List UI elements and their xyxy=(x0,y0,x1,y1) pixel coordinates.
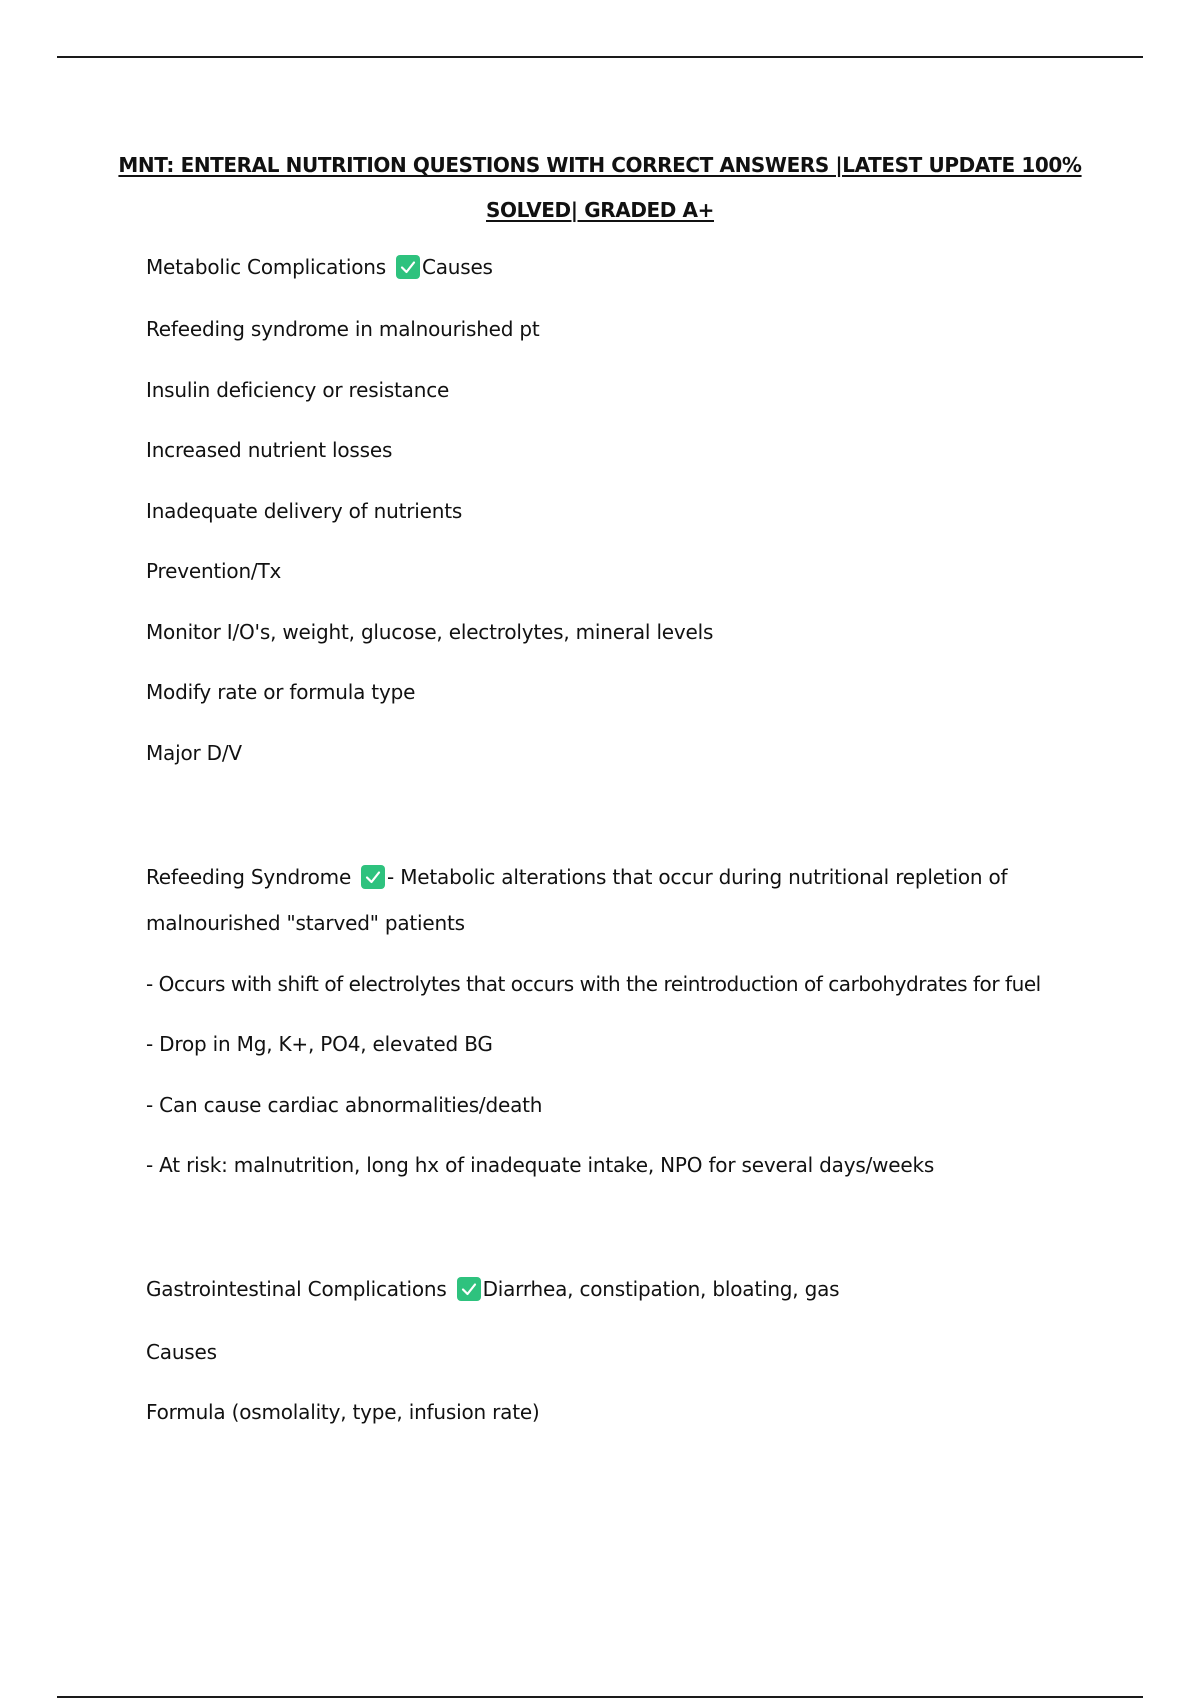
q1-line: Inadequate delivery of nutrients xyxy=(146,499,463,523)
q3-term: Gastrointestinal Complications xyxy=(146,1277,447,1301)
check-icon xyxy=(457,1277,481,1301)
q3-line: Causes xyxy=(146,1340,217,1364)
q1-line: Prevention/Tx xyxy=(146,559,282,583)
q3-answer: Diarrhea, constipation, bloating, gas xyxy=(482,1277,840,1301)
title-line-2: SOLVED| GRADED A+ xyxy=(486,198,714,222)
q3-line: Formula (osmolality, type, infusion rate) xyxy=(146,1400,540,1424)
q1-heading xyxy=(146,255,493,279)
q2-answer: - Metabolic alterations that occur during nutritional repletion of xyxy=(387,865,1008,889)
q3-heading xyxy=(146,1277,839,1301)
q2-line: - At risk: malnutrition, long hx of inadequate intake, NPO for several days/weeks xyxy=(146,1153,935,1177)
q1-answer: Causes xyxy=(421,255,493,279)
header-rule xyxy=(57,56,1143,58)
q1-term: Metabolic Complications xyxy=(146,255,386,279)
q1-line: Increased nutrient losses xyxy=(146,438,393,462)
q1-line: Refeeding syndrome in malnourished pt xyxy=(146,317,540,341)
document-title xyxy=(57,143,1143,233)
q1-line: Major D/V xyxy=(146,741,242,765)
q1-line: Modify rate or formula type xyxy=(146,680,416,704)
q1-line: Monitor I/O's, weight, glucose, electrolytes, mineral levels xyxy=(146,620,714,644)
q2-line: - Occurs with shift of electrolytes that occurs with the reintroduction of carbohydrates for fuel xyxy=(146,972,1041,996)
q2-answer-cont: malnourished "starved" patients xyxy=(146,911,465,935)
q1-line: Insulin deficiency or resistance xyxy=(146,378,450,402)
title-line-1: MNT: ENTERAL NUTRITION QUESTIONS WITH CORRECT ANSWERS |LATEST UPDATE 100% xyxy=(118,153,1082,177)
q2-term: Refeeding Syndrome xyxy=(146,865,352,889)
check-icon xyxy=(361,865,385,889)
q2-line: - Can cause cardiac abnormalities/death xyxy=(146,1093,543,1117)
footer-rule xyxy=(57,1696,1143,1698)
check-icon xyxy=(396,255,420,279)
q2-heading xyxy=(146,865,1007,889)
q2-line: - Drop in Mg, K+, PO4, elevated BG xyxy=(146,1032,493,1056)
